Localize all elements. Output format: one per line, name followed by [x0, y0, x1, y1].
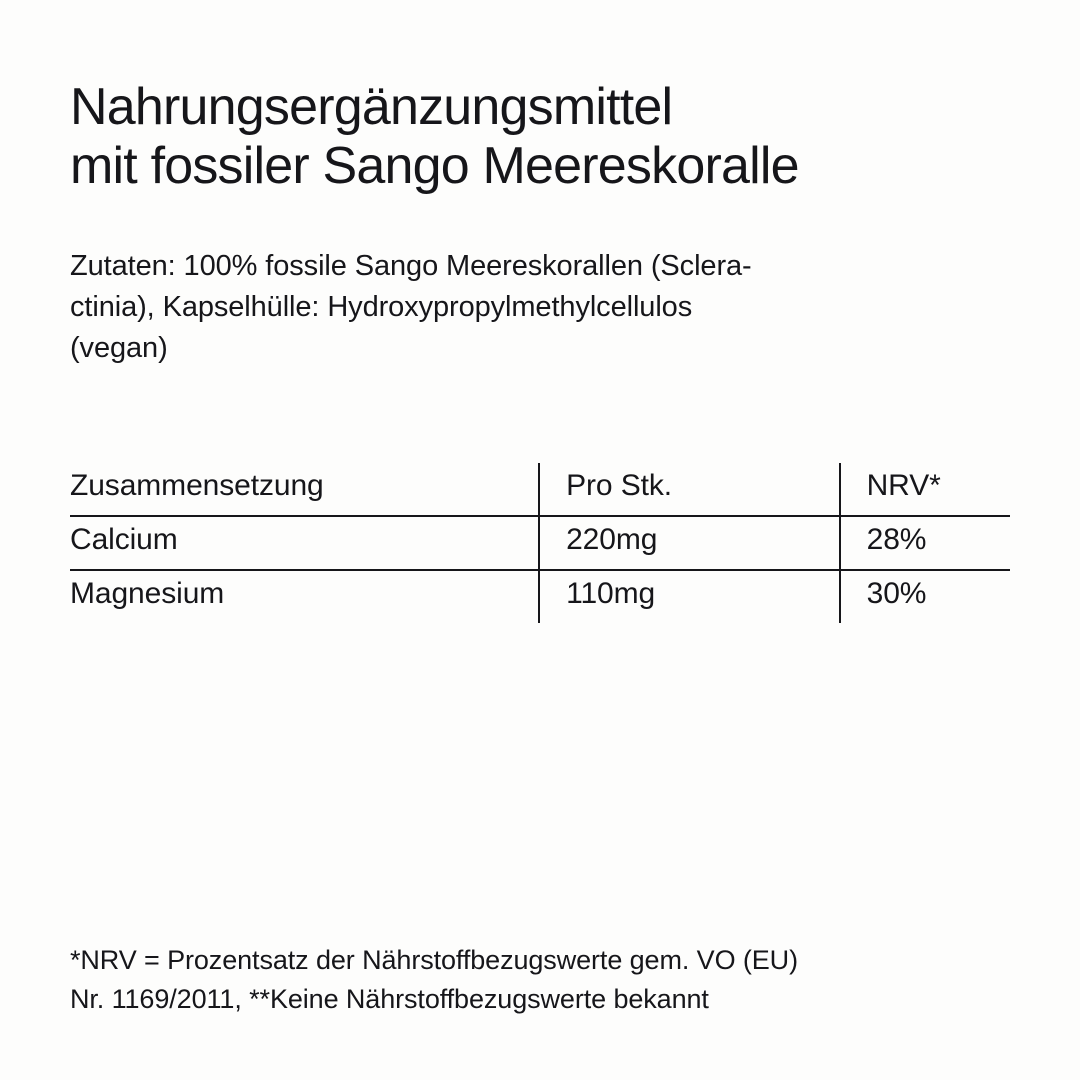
nutrition-table [70, 463, 1010, 623]
page-title-line-2: mit fossiler Sango Meereskoralle [70, 136, 799, 195]
table-header-label-value: Pro Stk. [566, 469, 672, 503]
table-cell-value [539, 570, 840, 623]
ingredients-line-3: (vegan) [70, 331, 168, 364]
page-title [70, 70, 1010, 196]
nutrient-name: Calcium [70, 523, 178, 557]
page-title-line-1: Nahrungsergänzungsmittel [70, 78, 673, 136]
nutrient-amount: 220mg [566, 523, 658, 557]
nutrient-amount: 110mg [566, 577, 656, 611]
table-header-row [70, 463, 1010, 516]
footnote-line-1: *NRV = Prozentsatz der Nährstoffbezugswerte gem. VO (EU) [70, 945, 798, 976]
table-header-label-name: Zusammensetzung [70, 469, 324, 503]
nutrient-nrv: 28% [866, 523, 927, 557]
ingredients-paragraph [70, 246, 950, 370]
table-header-cell-nrv [840, 463, 1010, 516]
table-cell-nrv [840, 570, 1010, 623]
table-header-cell-value [539, 463, 840, 516]
ingredients-line-1: Zutaten: 100% fossile Sango Meereskorallen (Sclera- [70, 249, 752, 282]
ingredients-line-2: ctinia), Kapselhülle: Hydroxypropylmethylcellulos [70, 290, 693, 323]
table-cell-name [70, 570, 539, 623]
footnote [70, 941, 1020, 1018]
nutrient-nrv: 30% [866, 577, 927, 611]
footnote-line-2: Nr. 1169/2011, **Keine Nährstoffbezugswerte bekannt [70, 983, 709, 1014]
table-row [70, 516, 1010, 570]
table-header-cell-name [70, 463, 539, 516]
table-header-label-nrv: NRV* [866, 469, 941, 503]
table-cell-value [539, 516, 840, 570]
table-row [70, 570, 1010, 623]
table-cell-nrv [840, 516, 1010, 570]
nutrient-name: Magnesium [70, 577, 225, 611]
table-cell-name [70, 516, 539, 570]
